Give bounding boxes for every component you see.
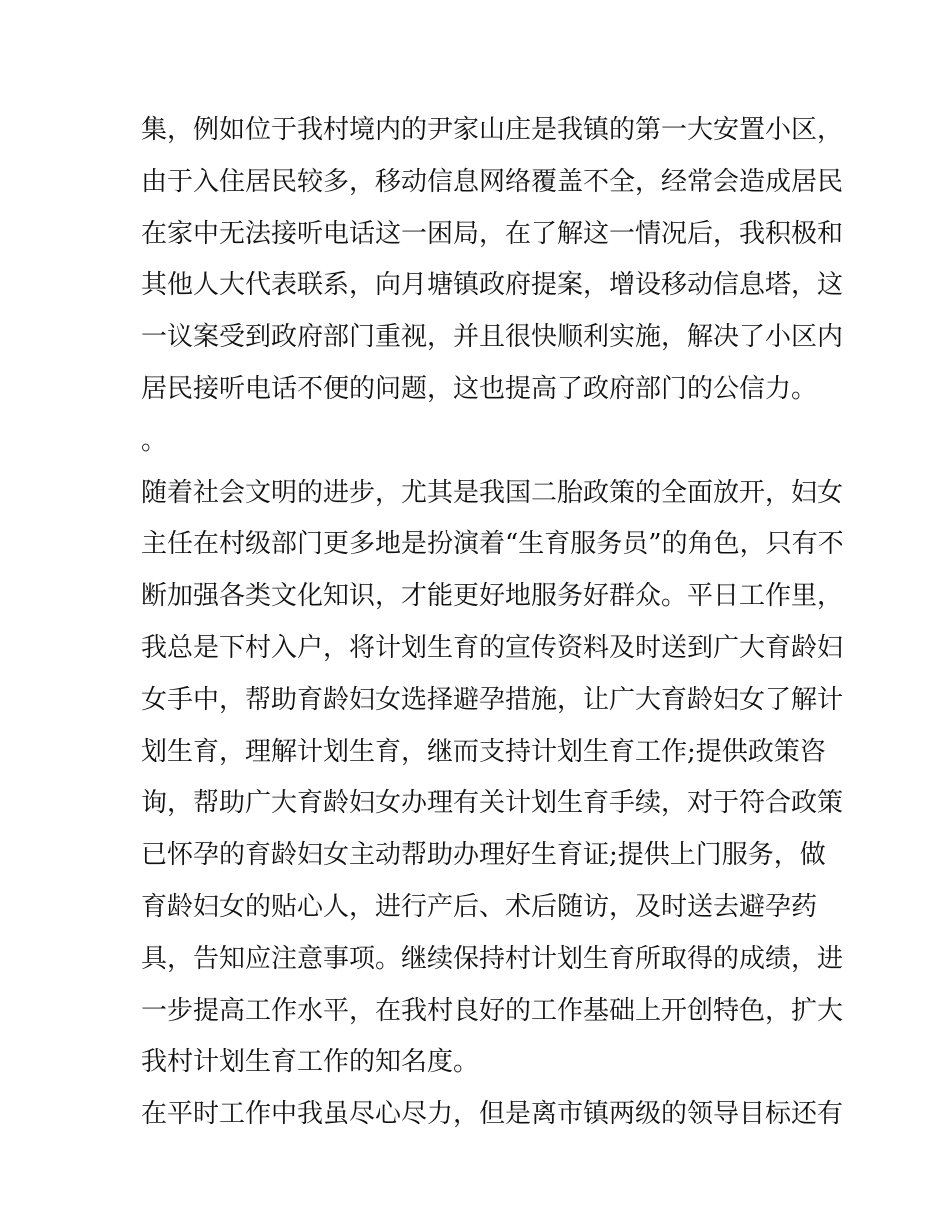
text-line: 一议案受到政府部门重视，并且很快顺利实施，解决了小区内 [141, 322, 844, 353]
text-line: 由于入住居民较多，移动信息网络覆盖不全，经常会造成居民 [141, 166, 844, 197]
text-line: 我总是下村入户，将计划生育的宣传资料及时送到广大育龄妇 [141, 632, 844, 663]
text-line: 其他人大代表联系，向月塘镇政府提案，增设移动信息塔，这 [141, 270, 844, 301]
text-line: 。 [141, 425, 168, 456]
text-line: 询，帮助广大育龄妇女办理有关计划生育手续，对于符合政策 [141, 788, 844, 819]
text-line: 断加强各类文化知识，才能更好地服务好群众。平日工作里， [141, 581, 844, 612]
text-line: 已怀孕的育龄妇女主动帮助办理好生育证;提供上门服务，做 [141, 840, 826, 871]
text-line: 居民接听电话不便的问题，这也提高了政府部门的公信力。 [141, 373, 818, 404]
text-line: 划生育，理解计划生育，继而支持计划生育工作;提供政策咨 [141, 736, 826, 767]
text-line: 具，告知应注意事项。继续保持村计划生育所取得的成绩，进 [141, 943, 844, 974]
text-line: 一步提高工作水平，在我村良好的工作基础上开创特色，扩大 [141, 995, 844, 1026]
text-line: 女手中，帮助育龄妇女选择避孕措施，让广大育龄妇女了解计 [141, 684, 844, 715]
text-line: 集，例如位于我村境内的尹家山庄是我镇的第一大安置小区， [141, 115, 844, 145]
text-line: 在家中无法接听电话这一困局，在了解这一情况后，我积极和 [141, 218, 844, 249]
text-line: 我村计划生育工作的知名度。 [141, 1047, 480, 1078]
text-line: 在平时工作中我虽尽心尽力，但是离市镇两级的领导目标还有 [141, 1099, 844, 1130]
document-body [141, 105, 844, 1141]
text-line: 主任在村级部门更多地是扮演着“生育服务员”的角色，只有不 [141, 529, 844, 560]
text-line: 育龄妇女的贴心人，进行产后、术后随访，及时送去避孕药 [141, 891, 818, 922]
text-line: 随着社会文明的进步，尤其是我国二胎政策的全面放开，妇女 [141, 477, 844, 508]
